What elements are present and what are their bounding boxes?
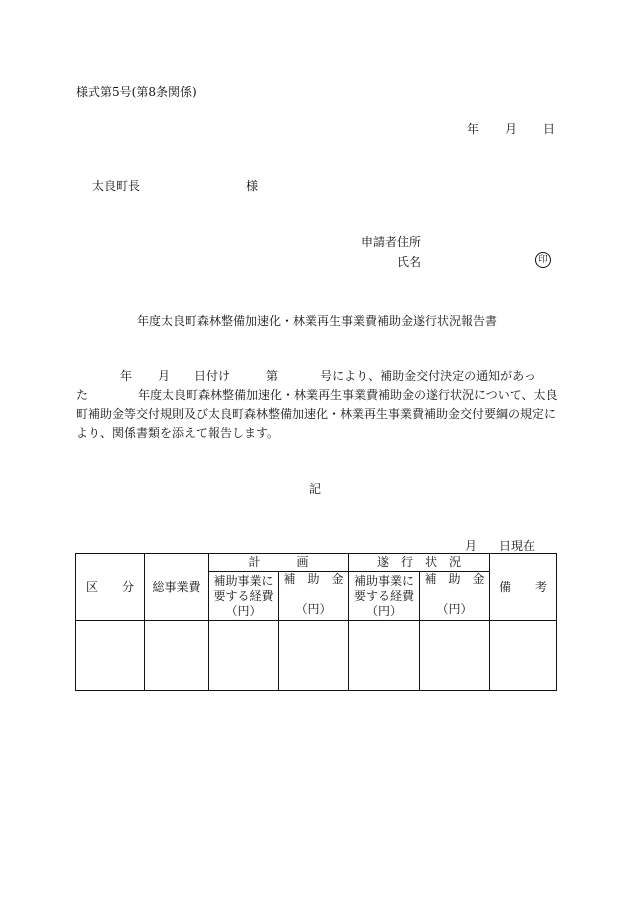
table-header-row-1	[76, 554, 557, 572]
cell-remarks	[490, 621, 557, 691]
plan-subsidy-line1: 補 助 金	[283, 572, 344, 586]
status-cost-unit: （円）	[366, 603, 403, 618]
report-table	[75, 553, 557, 691]
body-month: 月	[158, 369, 171, 383]
body-line-3: 町補助金等交付規則及び太良町森林整備加速化・林業再生事業費補助金交付要綱の規定に	[76, 407, 557, 421]
body-dated: 日付け	[194, 369, 231, 383]
header-plan-cost	[209, 572, 279, 621]
body-year: 年	[120, 369, 133, 383]
header-remarks: 備 考	[490, 554, 557, 621]
status-cost-line2: 要する経費	[354, 588, 415, 603]
body-line-1	[76, 367, 556, 386]
cell-plan-subsidy	[279, 621, 349, 691]
cell-status-cost	[349, 621, 420, 691]
body-text	[76, 367, 556, 443]
status-cost-line1: 補助事業に	[354, 573, 415, 588]
form-number: 様式第5号(第8条関係)	[76, 85, 197, 99]
date-line	[467, 121, 555, 137]
date-day: 日	[543, 122, 556, 136]
document-title: 年度太良町森林整備加速化・林業再生事業費補助金遂行状況報告書	[137, 314, 498, 328]
as-of-month: 月	[465, 539, 478, 553]
header-status: 遂 行 状 況	[349, 554, 490, 572]
body-line2-start: た	[76, 388, 89, 402]
ki-heading: 記	[309, 482, 322, 496]
header-kubun: 区 分	[76, 554, 145, 621]
status-subsidy-line1: 補 助 金	[424, 572, 485, 586]
plan-cost-unit: （円）	[225, 603, 262, 618]
body-line1-rest: 号により、補助金交付決定の通知があっ	[320, 369, 536, 383]
plan-subsidy-unit: （円）	[295, 602, 332, 616]
body-line2-rest: 年度太良町森林整備加速化・林業再生事業費補助金の遂行状況について、太良	[138, 388, 558, 402]
header-plan: 計 画	[209, 554, 349, 572]
header-status-cost	[349, 572, 420, 621]
addressee-name: 太良町長	[92, 179, 141, 193]
cell-status-subsidy	[420, 621, 490, 691]
cell-kubun	[76, 621, 145, 691]
body-dai: 第	[266, 369, 279, 383]
cell-plan-cost	[209, 621, 279, 691]
header-status-subsidy	[420, 572, 490, 621]
as-of-label: 日現在	[499, 539, 536, 553]
seal-mark: 印	[535, 252, 551, 268]
status-subsidy-unit: （円）	[436, 602, 473, 616]
body-line-4: より、関係書類を添えて報告します。	[76, 426, 280, 440]
plan-cost-line2: 要する経費	[213, 588, 274, 603]
date-year: 年	[467, 122, 480, 136]
applicant-name-label: 氏名	[397, 255, 422, 269]
plan-cost-line1: 補助事業に	[213, 573, 274, 588]
table-row	[76, 621, 557, 691]
cell-total-cost	[145, 621, 209, 691]
addressee-honorific: 様	[246, 179, 259, 193]
date-month: 月	[505, 122, 518, 136]
as-of-date	[465, 538, 535, 554]
header-plan-subsidy	[279, 572, 349, 621]
body-line-2	[76, 386, 556, 405]
applicant-address-label: 申請者住所	[361, 235, 422, 249]
addressee	[92, 178, 258, 194]
header-total-cost: 総事業費	[145, 554, 209, 621]
